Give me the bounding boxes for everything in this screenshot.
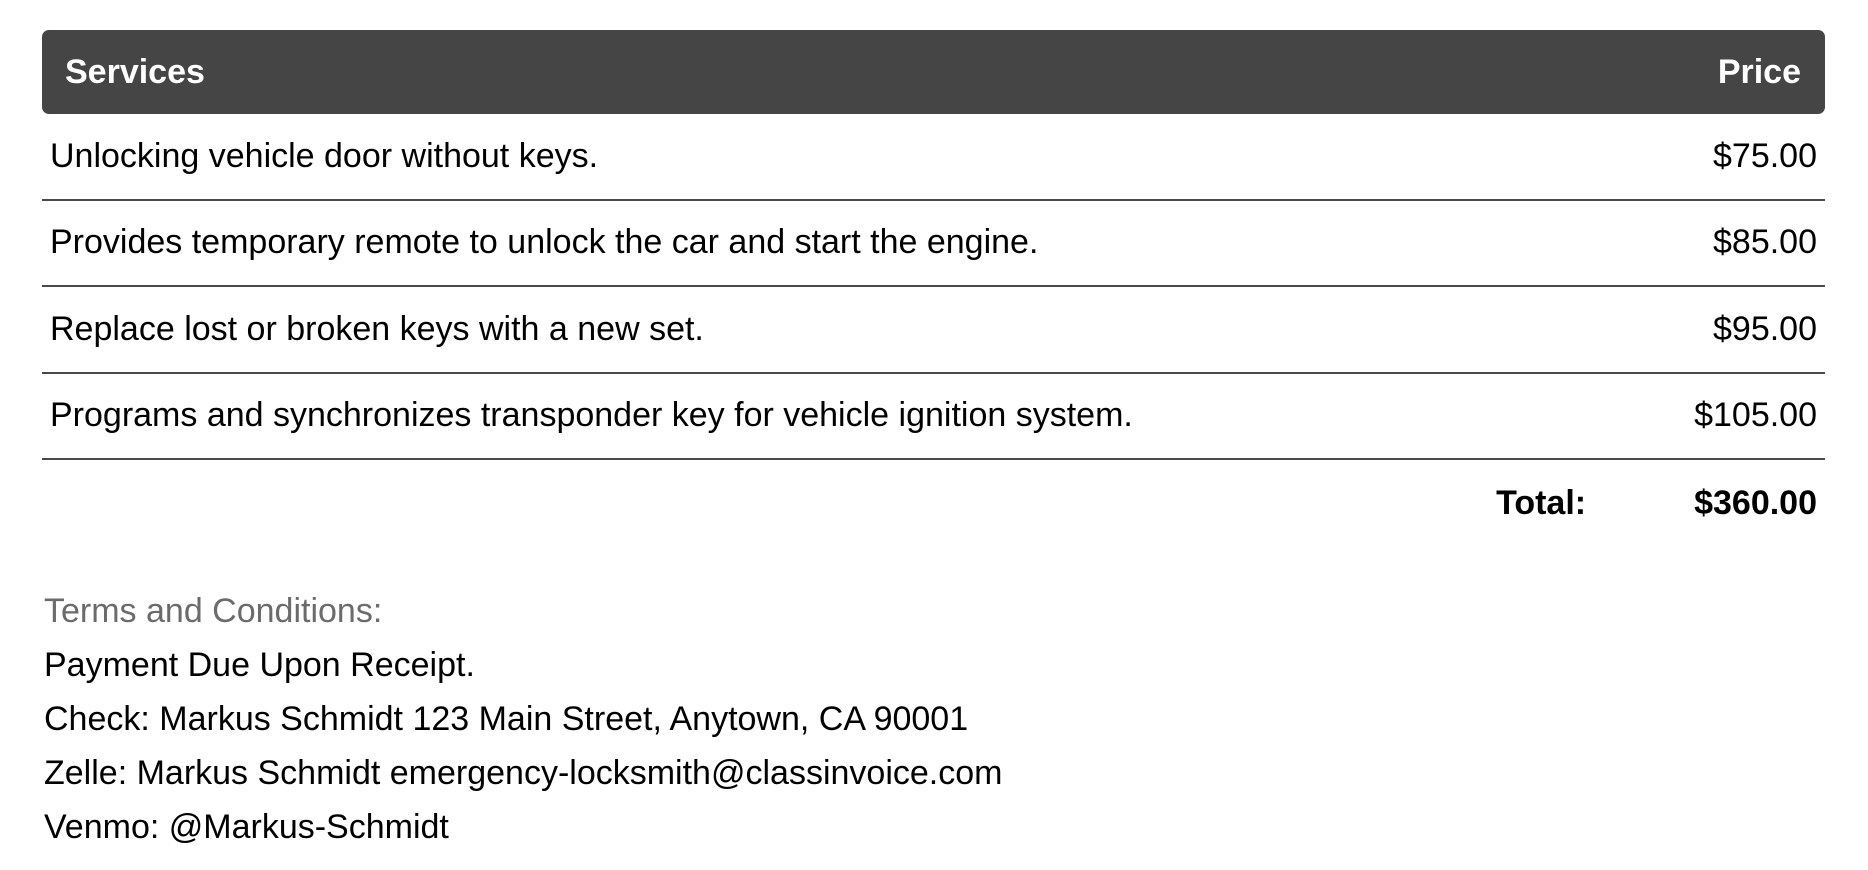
service-description: Replace lost or broken keys with a new set. [50, 309, 704, 348]
total-label: Total: [1496, 483, 1587, 522]
total-row [1496, 478, 1817, 528]
table-row [42, 114, 1825, 201]
terms-check-info: Check: Markus Schmidt 123 Main Street, Anytown, CA 90001 [44, 700, 969, 738]
service-price: $75.00 [1713, 136, 1817, 175]
price-column-header: Price [1717, 52, 1801, 91]
table-row [42, 201, 1825, 288]
service-price: $85.00 [1713, 223, 1817, 262]
service-description: Provides temporary remote to unlock the car and start the engine. [50, 223, 1039, 262]
terms-and-conditions [44, 584, 1002, 854]
service-description: Programs and synchronizes transponder key for vehicle ignition system. [50, 396, 1133, 435]
service-price: $105.00 [1694, 396, 1817, 435]
terms-zelle-info: Zelle: Markus Schmidt emergency-locksmith@classinvoice.com [44, 754, 1003, 792]
table-row [42, 374, 1825, 461]
service-price: $95.00 [1713, 309, 1817, 348]
terms-payment-due: Payment Due Upon Receipt. [44, 646, 475, 684]
terms-heading: Terms and Conditions: [44, 592, 383, 630]
service-description: Unlocking vehicle door without keys. [50, 136, 599, 175]
terms-venmo-info: Venmo: @Markus-Schmidt [44, 808, 449, 846]
services-table [42, 30, 1825, 460]
table-header [42, 30, 1825, 114]
total-value: $360.00 [1694, 483, 1817, 522]
table-row [42, 287, 1825, 374]
services-column-header: Services [65, 52, 205, 91]
